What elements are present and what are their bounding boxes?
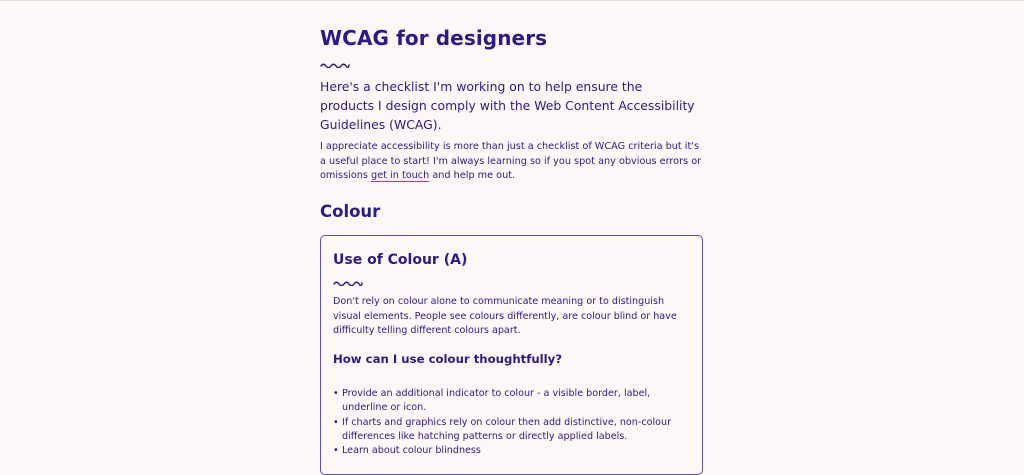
section-title-colour: Colour bbox=[320, 202, 381, 221]
list-item: • If charts and graphics rely on colour then add distinctive, non-colour differences like hatching patterns or directly applied labels. bbox=[333, 416, 683, 445]
squiggle-divider-icon bbox=[333, 280, 363, 286]
page-title: WCAG for designers bbox=[320, 26, 548, 50]
card-title: Use of Colour (A) bbox=[333, 252, 468, 268]
criterion-card-use-of-colour bbox=[320, 235, 703, 475]
card-description: Don't rely on colour alone to communicate meaning or to distinguish visual elements. People see colours differently, are colour blind or have difficulty telling different colours apart. bbox=[333, 296, 677, 336]
intro-body bbox=[320, 140, 704, 184]
squiggle-divider-icon bbox=[320, 62, 350, 68]
list-item: • Provide an additional indicator to colour - a visible border, label, underline or icon. bbox=[333, 387, 683, 416]
card-subtitle: How can I use colour thoughtfully? bbox=[333, 352, 563, 366]
intro-body-end: and help me out. bbox=[429, 170, 516, 182]
get-in-touch-link[interactable]: get in touch bbox=[371, 170, 430, 182]
tips-list bbox=[333, 387, 683, 458]
intro-body-text: I appreciate accessibility is more than just a checklist of WCAG criteria but it's a useful place to start! I'm always learning so if you spot any obvious errors or omissions bbox=[320, 141, 702, 182]
intro-lead: Here's a checklist I'm working on to help ensure the products I design comply with the Web Content Accessibility Guidelines (WCAG). bbox=[320, 79, 695, 132]
list-item[interactable]: • Learn about colour blindness bbox=[333, 444, 683, 458]
